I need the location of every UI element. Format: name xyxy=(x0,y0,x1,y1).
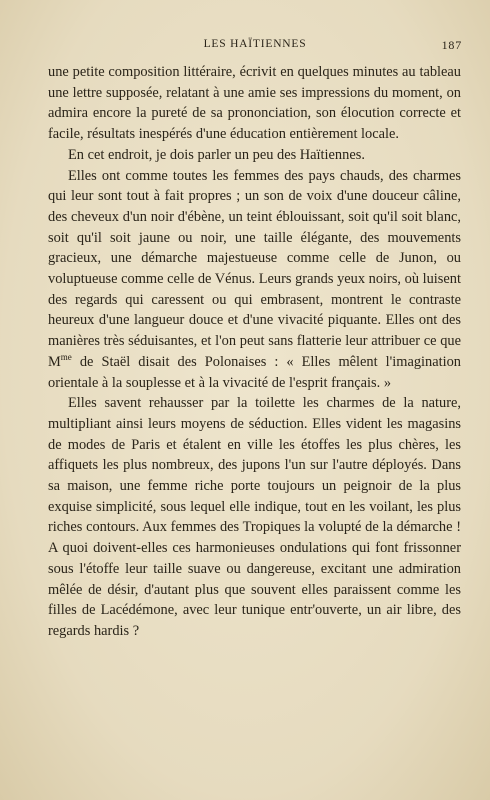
paragraph-3 xyxy=(48,166,461,394)
running-head xyxy=(48,38,462,54)
paragraph-3-text-start: Elles ont comme toutes les femmes des pays chauds, des charmes qui leur sont tout à fait propres ; un son de voix d'une douceur câline, des cheveux d'un noir d'ébène, un teint éblouissant, soit qu'il soit blanc, soit qu'il soit jaune ou noir, une taille élégante, des mouvements gracieux, une démarche majestueuse comme celle de Junon, ou voluptueuse comme celle de Vénus. Leurs grands yeux noirs, où luisent des regards qui caressent ou qui embrasent, montrent le contraste heureux d'une langueur douce et d'une vivacité piquante. Elles ont des manières très séduisantes, et l'on peut sans flatterie leur attribuer ce que M xyxy=(48,167,461,370)
running-title: LES HAÏTIENNES xyxy=(203,38,307,50)
paragraph-4: Elles savent rehausser par la toilette les charmes de la nature, multipliant ainsi leurs moyens de séduction. Elles vident les magasins de modes de Paris et étalent en ville les étoffes les plus chères, les affiquets les plus nombreux, des jupons l'un sur l'autre déployés. Dans sa maison, une femme riche porte toujours un peignoir de la plus exquise simplicité, sous lequel elle indique, tout en les voilant, les plus riches contours. Aux femmes des Tropiques la volupté de la démarche ! A quoi doivent-elles ces harmonieuses ondulations qui font frissonner sous l'étoffe leur taille suave ou dangereuse, excitant une admiration mêlée de désir, d'autant plus que souvent elles paraissent comme les filles de Lacédémone, avec leur tunique entr'ouverte, un air libre, des regards hardis ? xyxy=(48,395,461,639)
paragraph-1: une petite composition littéraire, écrivit en quelques minutes au tableau une lettre supposée, relatant à une amie ses impressions du moment, on admira encore la pureté de sa prononciation, son élocution correcte et facile, résultats inespérés d'une éducation entièrement locale. xyxy=(48,64,461,143)
superscript-me: me xyxy=(60,352,72,363)
paragraph-2: En cet endroit, je dois parler un peu des Haïtiennes. xyxy=(68,146,365,163)
page-number: 187 xyxy=(441,38,462,52)
paragraph-3-text-end: de Staël disait des Polonaises : « Elles mêlent l'imagination orientale à la souplesse et à la vivacité de l'esprit français. » xyxy=(48,353,461,391)
body-text xyxy=(48,62,461,642)
